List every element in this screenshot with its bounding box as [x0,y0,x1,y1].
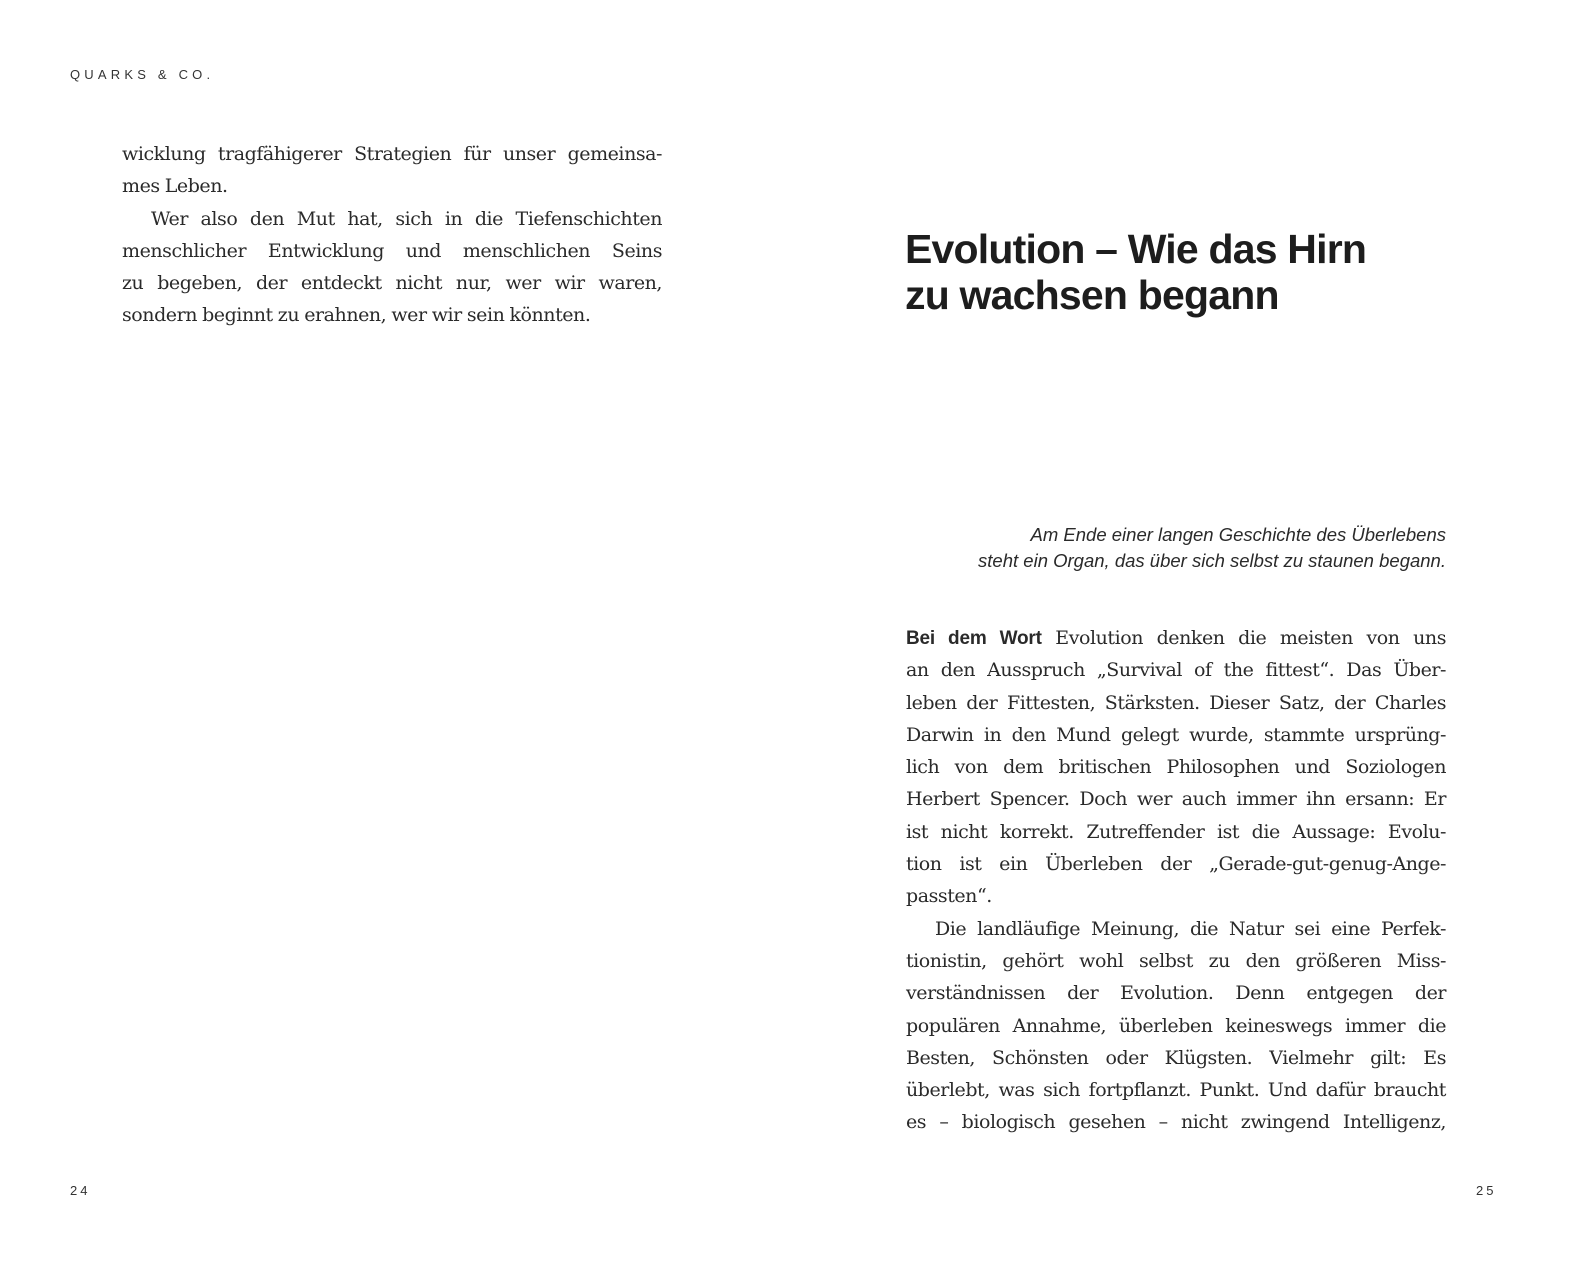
running-head: QUARKS & CO. [70,67,215,82]
text-line: passten“. [906,885,992,908]
text-line: Wer also den Mut hat, sich in die Tiefenschichten [151,207,662,230]
text-line: Darwin in den Mund gelegt wurde, stammte ursprüng- [906,723,1446,746]
page-number-left: 24 [70,1183,91,1198]
text-line: mes Leben. [122,175,228,198]
text-line: populären Annahme, überleben keineswegs immer die [906,1014,1446,1037]
lead-in: Bei dem Wort [906,628,1042,649]
text-line: überlebt, was sich fortpflanzt. Punkt. Und dafür braucht [906,1079,1446,1102]
chapter-intro [880,522,1446,574]
text-line: Besten, Schönsten oder Klügsten. Vielmehr gilt: Es [906,1046,1446,1069]
text-line: tion ist ein Überleben der „Gerade-gut-genug-Ange- [906,853,1446,876]
text-line: menschlicher Entwicklung und menschlichen Seins [122,239,662,262]
intro-line-2: steht ein Organ, das über sich selbst zu staunen begann. [978,550,1446,571]
text-line: es – biologisch gesehen – nicht zwingend Intelligenz, [906,1111,1446,1134]
chapter-title-line-2: zu wachsen begann [905,272,1279,318]
text-line: sondern beginnt zu erahnen, wer wir sein könnten. [122,304,591,327]
text-span: Evolution denken die meisten von uns [1041,627,1446,649]
text-line: verständnissen der Evolution. Denn entgegen der [906,982,1446,1005]
chapter-title [905,226,1366,318]
text-line-lead [906,622,1446,654]
text-line: Herbert Spencer. Doch wer auch immer ihn ersann: Er [906,788,1446,811]
text-line: lich von dem britischen Philosophen und Soziologen [906,756,1446,779]
text-line: Die landläufige Meinung, die Natur sei eine Perfek- [935,917,1446,940]
chapter-title-line-1: Evolution – Wie das Hirn [905,226,1367,272]
text-line: wicklung tragfähigerer Strategien für unser gemeinsa- [122,143,662,165]
text-line: tionistin, gehört wohl selbst zu den größeren Miss- [906,949,1446,972]
text-line: zu begeben, der entdeckt nicht nur, wer wir waren, [122,272,662,295]
text-line: ist nicht korrekt. Zutreffender ist die Aussage: Evolu- [906,820,1446,843]
left-page-body [122,138,662,332]
page-number-right: 25 [1476,1183,1497,1198]
right-page-body [906,622,1446,1139]
text-line: an den Ausspruch „Survival of the fittest“. Das Über- [906,659,1446,682]
intro-line-1: Am Ende einer langen Geschichte des Überlebens [1030,524,1446,545]
text-line: leben der Fittesten, Stärksten. Dieser Satz, der Charles [906,691,1446,714]
